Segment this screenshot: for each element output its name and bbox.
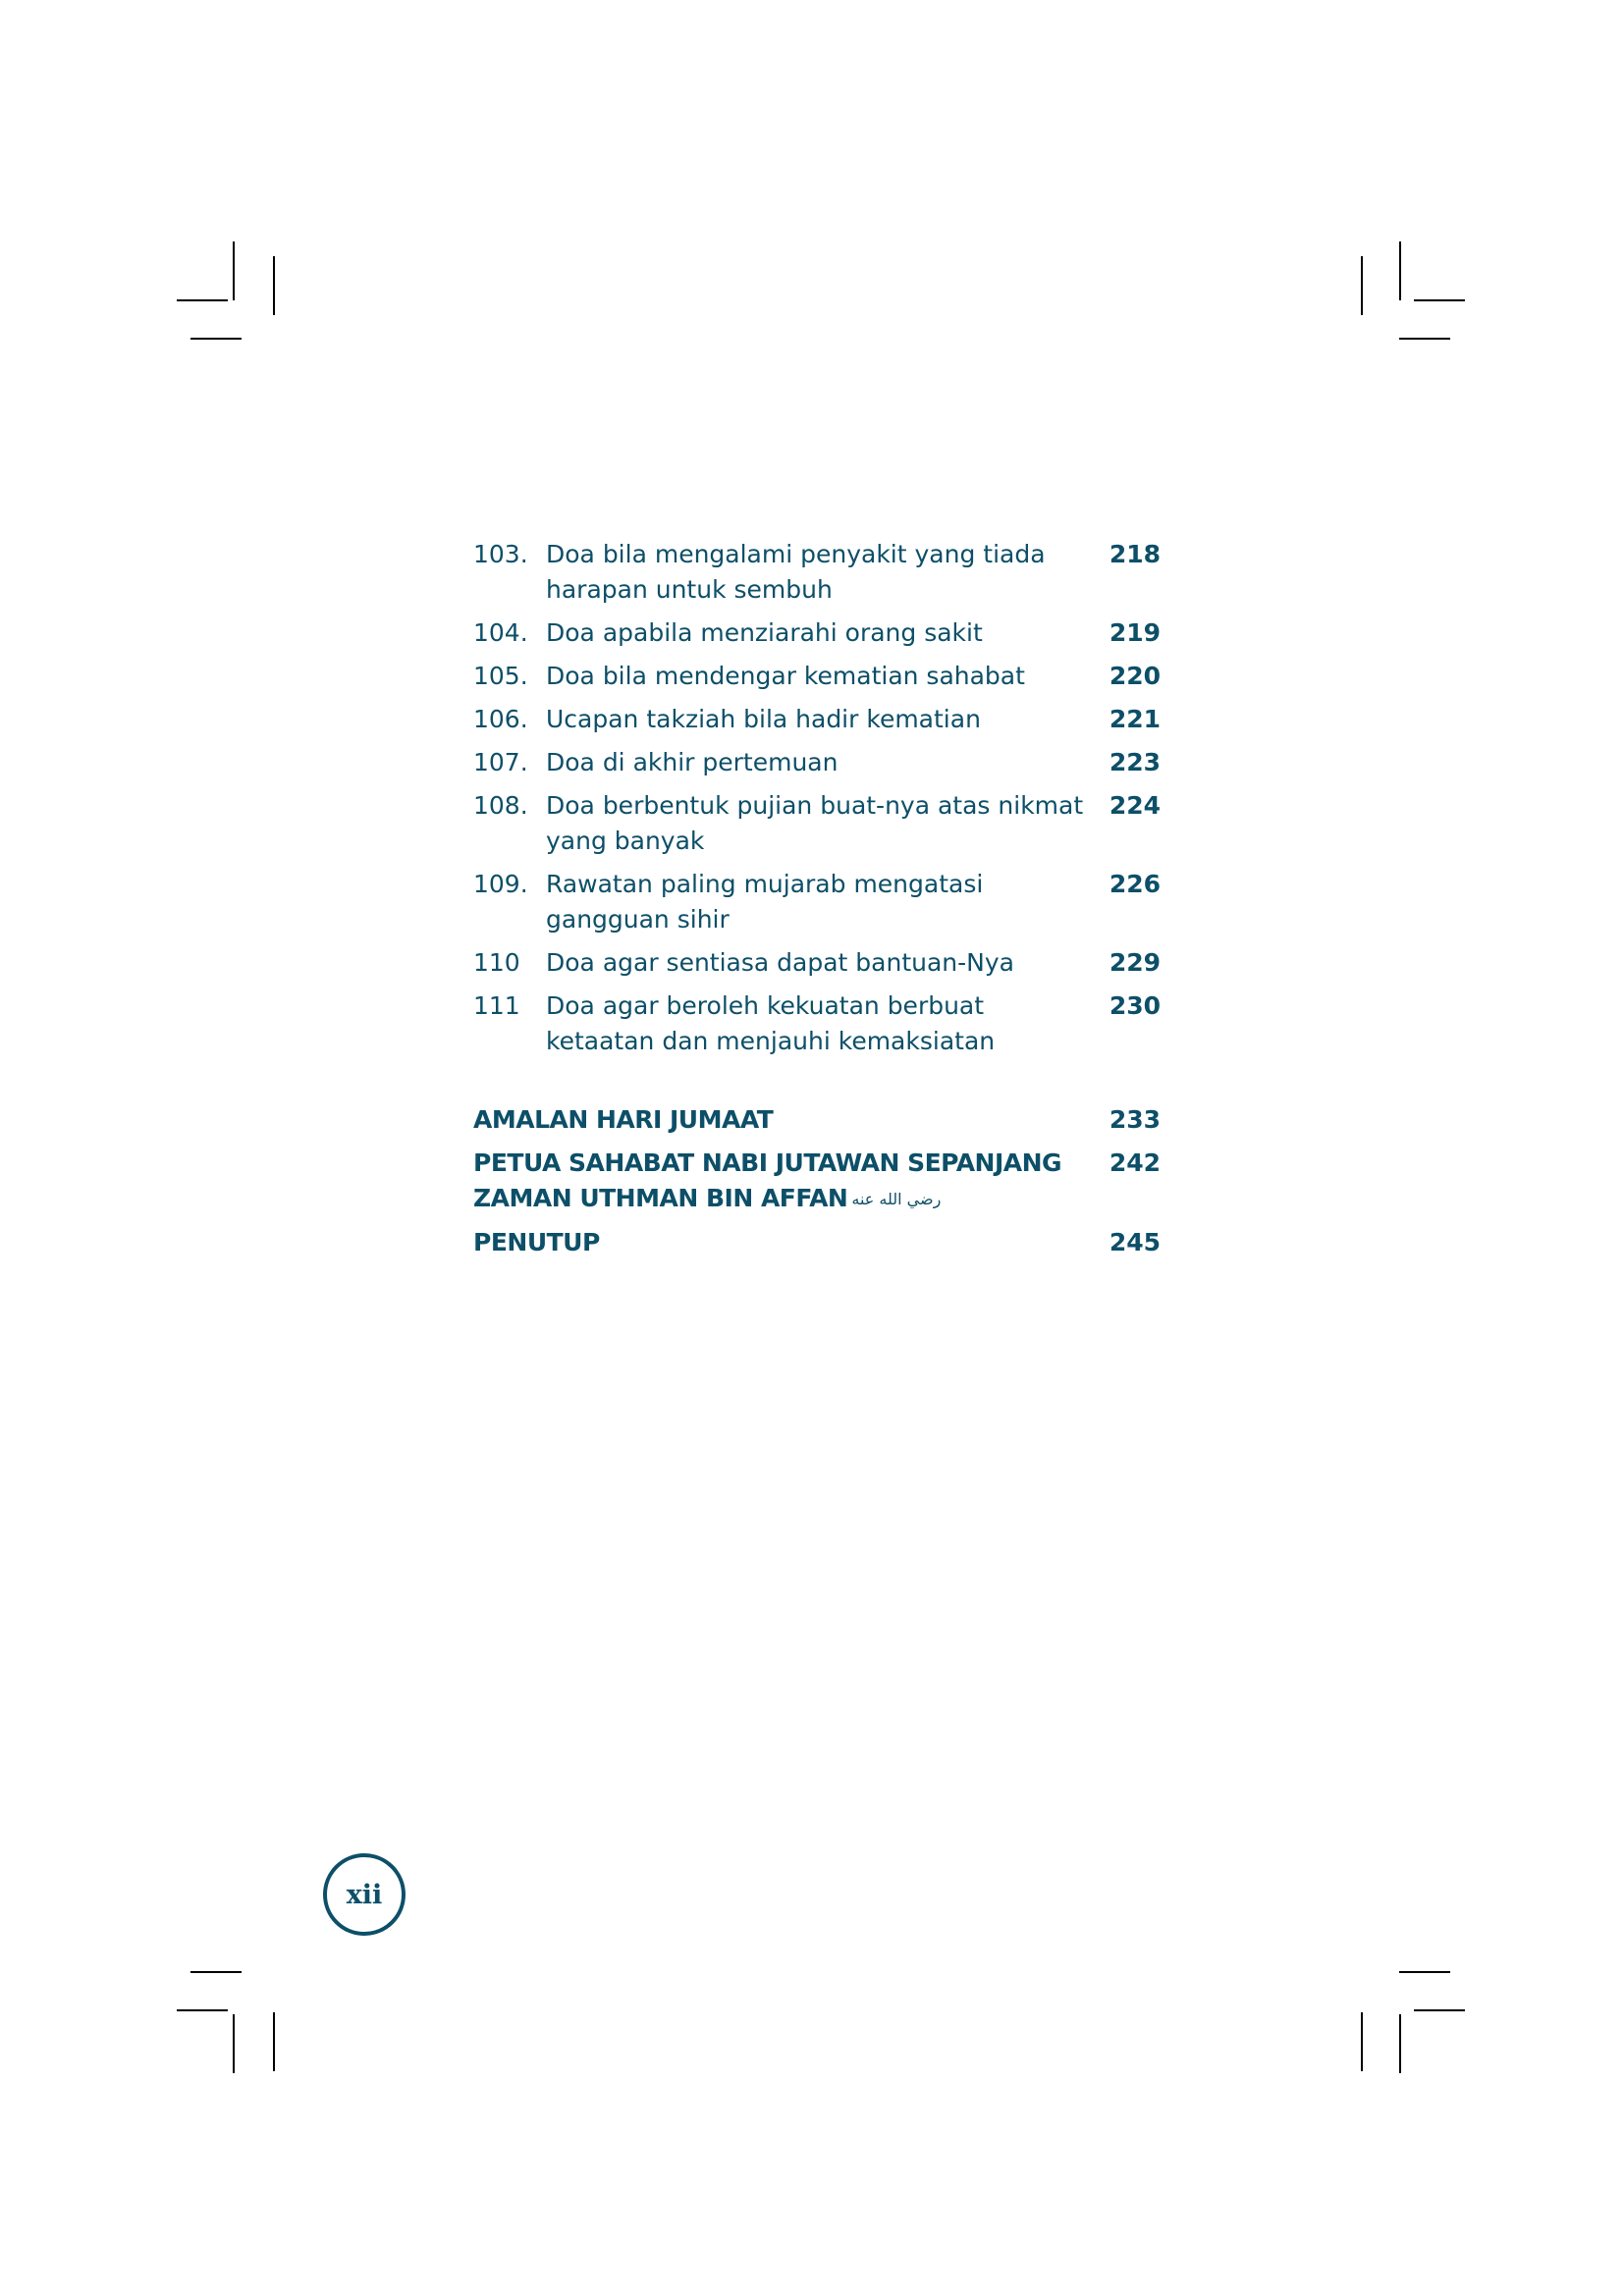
crop-mark: [1399, 241, 1401, 300]
toc-section-page: 245: [1109, 1228, 1161, 1256]
crop-mark: [1399, 338, 1450, 340]
toc-entry[interactable]: [473, 659, 1161, 694]
crop-mark: [273, 256, 275, 315]
toc-entry-number: 106.: [473, 705, 528, 733]
toc-entry-page: 224: [1109, 791, 1161, 820]
toc-entry-page: 221: [1109, 705, 1161, 733]
toc-section-title-wrap: [473, 1146, 1102, 1217]
toc-sections: [473, 1102, 1161, 1260]
toc-entry-number: 109.: [473, 870, 528, 898]
toc-entry-title: Doa bila mendengar kematian sahabat: [546, 662, 1025, 690]
toc-section-page: 233: [1109, 1105, 1161, 1134]
toc-section-entry[interactable]: [473, 1146, 1161, 1217]
toc-entry-title: Doa apabila menziarahi orang sakit: [546, 618, 983, 647]
crop-mark: [1361, 2012, 1363, 2071]
honorific-icon: رضي الله عنه: [851, 1190, 942, 1208]
toc-entry-number: 104.: [473, 618, 528, 647]
crop-mark: [233, 241, 235, 300]
toc-entry-page: 226: [1109, 870, 1161, 898]
crop-mark: [177, 2009, 228, 2011]
toc-section-title: PENUTUP: [473, 1228, 600, 1256]
toc-entry[interactable]: [473, 945, 1161, 981]
toc-section-title: AMALAN HARI JUMAAT: [473, 1105, 774, 1134]
toc-entry-page: 219: [1109, 618, 1161, 647]
toc-entry-title: Doa bila mengalami penyakit yang tiada harapan untuk sembuh: [546, 540, 1046, 604]
toc-entry-title: Doa di akhir pertemuan: [546, 748, 839, 776]
crop-mark: [1414, 2009, 1465, 2011]
toc-entry-title: Doa agar beroleh kekuatan berbuat ketaatan dan menjauhi kemaksiatan: [546, 991, 996, 1055]
toc-entry-page: 229: [1109, 948, 1161, 977]
toc-entry[interactable]: [473, 788, 1161, 859]
toc-entry[interactable]: [473, 615, 1161, 651]
toc-entry-title: Doa agar sentiasa dapat bantuan-Nya: [546, 948, 1014, 977]
page-number: xii: [346, 1879, 383, 1910]
crop-mark: [190, 1971, 242, 1973]
toc-entry[interactable]: [473, 867, 1161, 937]
crop-mark: [233, 2014, 235, 2073]
page-number-badge: [323, 1853, 406, 1936]
crop-mark: [1399, 2014, 1401, 2073]
crop-mark: [190, 338, 242, 340]
toc-entry[interactable]: [473, 745, 1161, 780]
toc-section-entry[interactable]: [473, 1225, 1161, 1260]
toc-entry-number: 111: [473, 991, 520, 1020]
crop-mark: [1399, 1971, 1450, 1973]
toc-entry[interactable]: [473, 988, 1161, 1059]
toc-entry-number: 110: [473, 948, 520, 977]
toc-entry-page: 220: [1109, 662, 1161, 690]
crop-mark: [1361, 256, 1363, 315]
toc-entry-number: 105.: [473, 662, 528, 690]
toc-entry-title: Ucapan takziah bila hadir kematian: [546, 705, 981, 733]
toc-section-title: PETUA SAHABAT NABI JUTAWAN SEPANJANG ZAMAN UTHMAN BIN AFFAN: [473, 1148, 1062, 1212]
toc-entry-number: 107.: [473, 748, 528, 776]
toc-entry-page: 223: [1109, 748, 1161, 776]
toc-entry-title: Doa berbentuk pujian buat-nya atas nikmat yang banyak: [546, 791, 1084, 855]
crop-mark: [273, 2012, 275, 2071]
toc-entry-page: 218: [1109, 540, 1161, 568]
toc-entry-title: Rawatan paling mujarab mengatasi gangguan sihir: [546, 870, 984, 934]
table-of-contents: [473, 537, 1161, 1268]
toc-entry-page: 230: [1109, 991, 1161, 1020]
toc-entry[interactable]: [473, 537, 1161, 608]
toc-entries: [473, 537, 1161, 1059]
toc-entry-number: 103.: [473, 540, 528, 568]
toc-section-entry[interactable]: [473, 1102, 1161, 1138]
toc-entry[interactable]: [473, 702, 1161, 737]
crop-mark: [1414, 299, 1465, 301]
crop-mark: [177, 299, 228, 301]
toc-entry-number: 108.: [473, 791, 528, 820]
toc-section-page: 242: [1109, 1148, 1161, 1177]
